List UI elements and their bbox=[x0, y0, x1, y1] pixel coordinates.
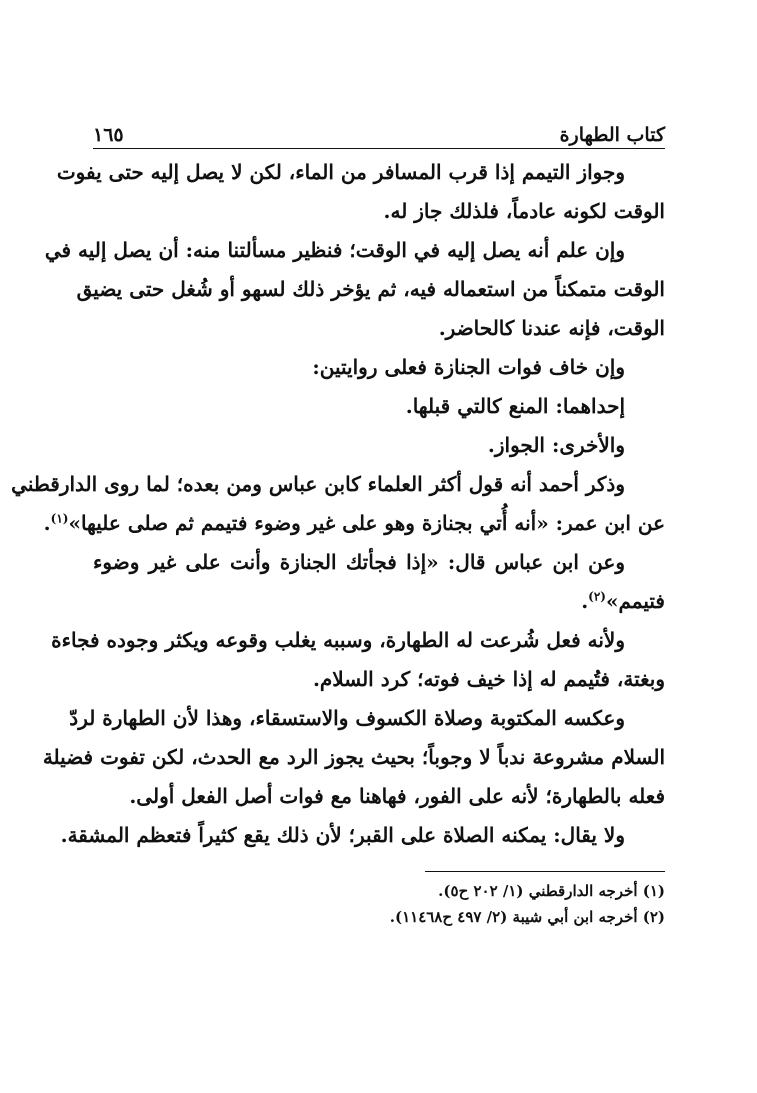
text-line: الوقت، فإنه عندنا كالحاضر. bbox=[438, 316, 665, 340]
text-line: وعن ابن عباس قال: «إذا فجأتك الجنازة وأنت على غير وضوء bbox=[93, 550, 625, 574]
text-line: وبغتة، فتُيمم له إذا خيف فوته؛ كرد السلام. bbox=[312, 667, 665, 691]
chapter-title: كتاب الطهارة bbox=[559, 124, 665, 146]
text-line: والأخرى: الجواز. bbox=[487, 433, 625, 457]
running-header bbox=[93, 118, 665, 146]
page-number: ١٦٥ bbox=[93, 124, 124, 146]
text-line: إحداهما: المنع كالتي قبلها. bbox=[405, 394, 625, 418]
header-divider bbox=[93, 148, 665, 149]
text-line: فعله بالطهارة؛ لأنه على الفور، فهاهنا مع فوات أصل الفعل أولى. bbox=[129, 784, 665, 808]
sentence-end: . bbox=[43, 511, 51, 535]
footnote-ref-1: (١) bbox=[50, 511, 69, 526]
text-line: ولا يقال: يمكنه الصلاة على القبر؛ لأن ذلك يقع كثيراً فتعظم المشقة. bbox=[60, 823, 625, 847]
text-line: ولأنه فعل شُرعت له الطهارة، وسببه يغلب وقوعه ويكثر وجوده فجاءة bbox=[51, 628, 625, 652]
footnote-1: (١) أخرجه الدارقطني (١/ ٢٠٢ ح٥). bbox=[438, 882, 665, 900]
text-line: السلام مشروعة ندباً لا وجوباً؛ بحيث يجوز الرد مع الحدث، لكن تفوت فضيلة bbox=[42, 745, 665, 769]
text-line: وإن علم أنه يصل إليه في الوقت؛ فنظير مسألتنا منه: أن يصل إليه في bbox=[44, 238, 625, 262]
footnotes bbox=[93, 878, 665, 930]
text-line: الوقت متمكناً من استعماله فيه، ثم يؤخر ذلك لسهو أو شُغل حتى يضيق bbox=[76, 277, 665, 301]
text-line: فتيمم»$^{(٢)}$. bbox=[581, 589, 665, 613]
text-line: وإن خاف فوات الجنازة فعلى روايتين: bbox=[312, 355, 625, 379]
book-page bbox=[11, 118, 665, 930]
body-text bbox=[11, 153, 665, 855]
text-line: وعكسه المكتوبة وصلاة الكسوف والاستسقاء، وهذا لأن الطهارة لردّ bbox=[69, 706, 625, 730]
text-line: وذكر أحمد أنه قول أكثر العلماء كابن عباس ومن بعده؛ لما روى الدارقطني bbox=[11, 472, 625, 496]
text-line: الوقت لكونه عادماً، فلذلك جاز له. bbox=[383, 199, 665, 223]
footnote-divider bbox=[425, 871, 665, 872]
text-line: وجواز التيمم إذا قرب المسافر من الماء، لكن لا يصل إليه حتى يفوت bbox=[56, 160, 625, 184]
text-line: عن ابن عمر: «أنه أُتي بجنازة وهو على غير وضوء فتيمم ثم صلى عليها»$^{(١)}$. bbox=[43, 511, 665, 535]
footnote-2: (٢) أخرجه ابن أبي شيبة (٢/ ٤٩٧ ح١١٤٦٨). bbox=[389, 908, 665, 926]
sentence-end: . bbox=[581, 589, 589, 613]
footnote-ref-2: (٢) bbox=[588, 589, 606, 604]
